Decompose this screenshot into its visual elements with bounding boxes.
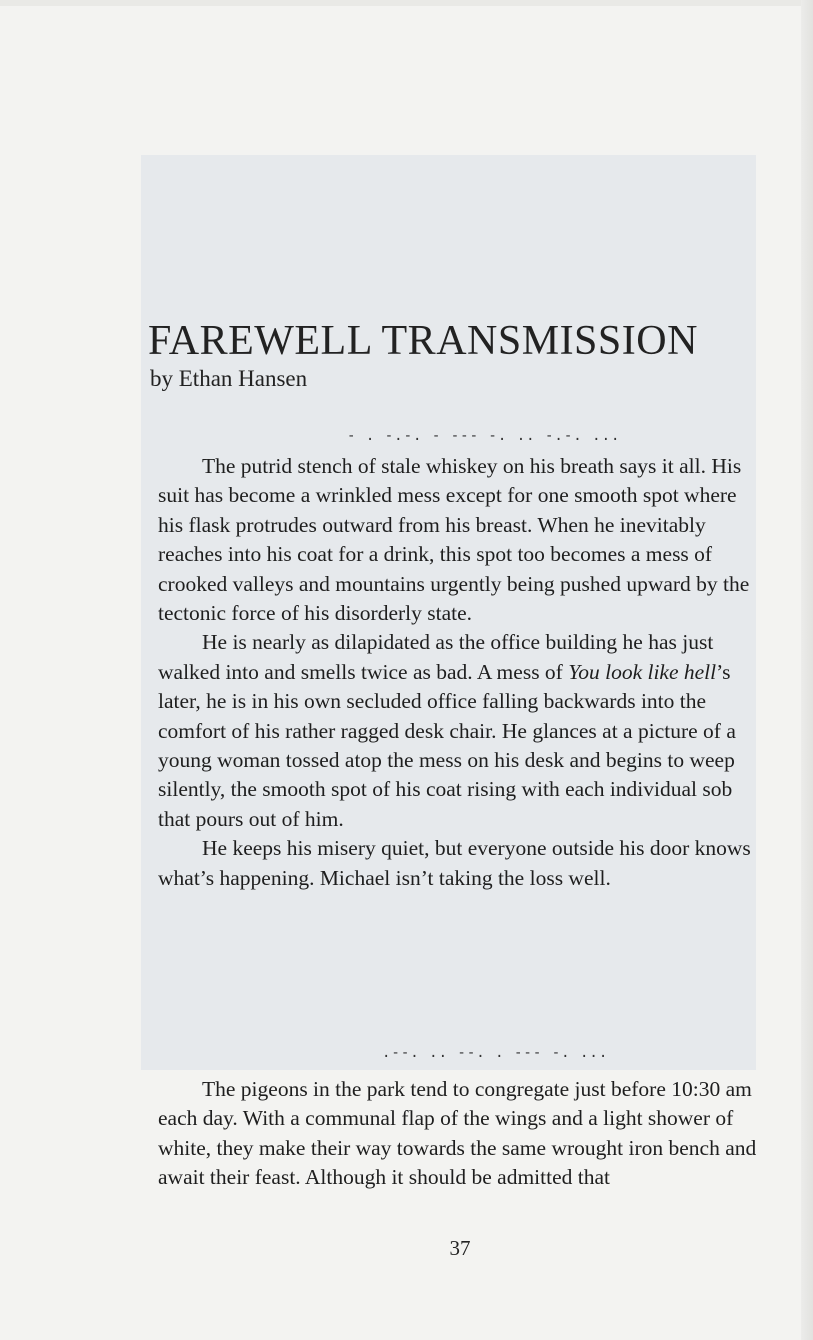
page-number: 37 <box>449 1236 471 1260</box>
paragraph-2-start: He is nearly as dilapidated as the office building he has just walked into and smells twice as bad. A mess of <box>158 630 714 684</box>
paragraph-2-rest: ’s later, he is in his own secluded office falling backwards into the comfort of his rather ragged desk chair. He glances at a picture of a young woman tossed atop the mess on his desk and begins to weep silently, the smooth spot of his coat rising with each individual sob that pours out of him. <box>158 659 736 831</box>
section-2-body <box>158 1075 758 1193</box>
paragraph-2-italic: You look like hell <box>568 659 717 684</box>
story-byline: by Ethan Hansen <box>150 366 308 391</box>
paragraph-3: He keeps his misery quiet, but everyone outside his door knows what’s happening. Michael isn’t taking the loss well. <box>158 836 751 890</box>
morse-divider-2: .--. .. --. . --- -. ... <box>382 1045 609 1061</box>
story-title: FAREWELL TRANSMISSION <box>148 318 698 364</box>
page-right-edge <box>801 0 813 1340</box>
page-top-edge <box>0 0 813 6</box>
paragraph-2 <box>158 628 758 834</box>
morse-divider-1: - . -.-. - --- -. .. -.-. ... <box>347 428 621 444</box>
section-1-body <box>158 452 758 893</box>
paragraph-1: The putrid stench of stale whiskey on his breath says it all. His suit has become a wrinkled mess except for one smooth spot where his flask protrudes outward from his breast. When he inevitably reaches into his coat for a drink, this spot too becomes a mess of crooked valleys and mountains urgently being pushed upward by the tectonic force of his disorderly state. <box>158 454 750 626</box>
paragraph-4: The pigeons in the park tend to congregate just before 10:30 am each day. With a communal flap of the wings and a light shower of white, they make their way towards the same wrought iron bench and await their feast. Although it should be admitted that <box>158 1077 757 1190</box>
